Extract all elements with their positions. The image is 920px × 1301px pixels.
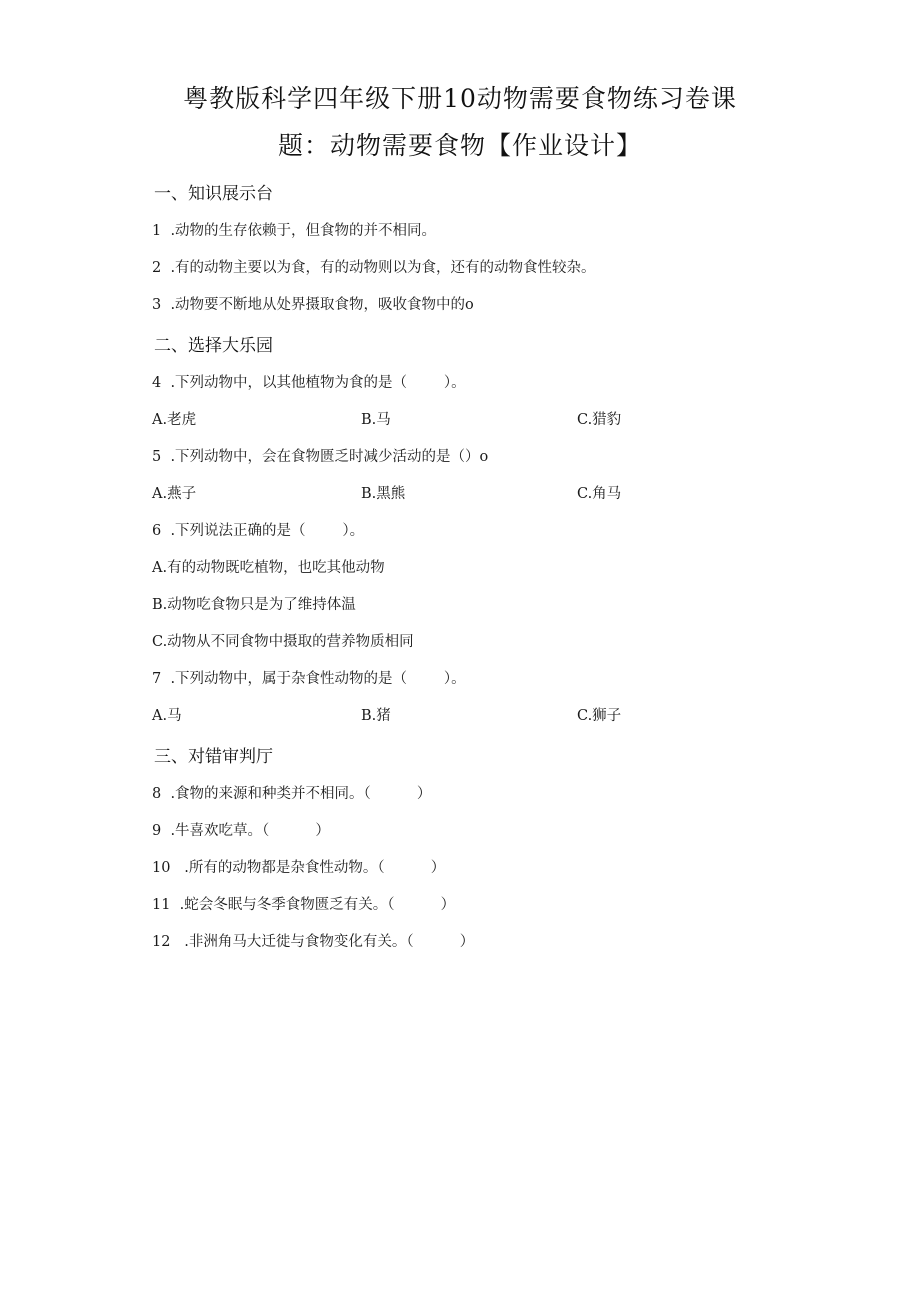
option-7b: B.猪: [361, 708, 391, 724]
section-heading-judgement: 三、对错审判厅: [154, 747, 273, 767]
option-7a: A.马: [152, 708, 182, 724]
choice-question-7: 7 .下列动物中，属于杂食性动物的是（ ）。: [152, 671, 466, 687]
option-4c: C.猎豹: [577, 412, 622, 428]
option-7c: C.狮子: [577, 708, 622, 724]
option-6a: A.有的动物既吃植物，也吃其他动物: [152, 560, 385, 576]
judge-question-8: 8 .食物的来源和种类并不相同。（ ）: [152, 786, 432, 802]
judge-question-10: 10 .所有的动物都是杂食性动物。（ ）: [152, 860, 446, 876]
choice-question-4: 4 .下列动物中，以其他植物为食的是（ ）。: [152, 375, 466, 391]
choice-question-6: 6 .下列说法正确的是（ ）。: [152, 523, 365, 539]
option-6c: C.动物从不同食物中摄取的营养物质相同: [152, 634, 414, 650]
page-title-line-2: 题：动物需要食物【作业设计】: [277, 131, 642, 160]
option-4a: A.老虎: [152, 412, 197, 428]
section-heading-choice: 二、选择大乐园: [154, 336, 273, 356]
fill-question-3: 3 .动物要不断地从处界摄取食物，吸收食物中的o: [152, 297, 474, 313]
option-6b: B.动物吃食物只是为了维持体温: [152, 597, 356, 613]
fill-question-1: 1 .动物的生存依赖于，但食物的并不相同。: [152, 223, 437, 239]
fill-question-2: 2 .有的动物主要以为食，有的动物则以为食，还有的动物食性较杂。: [152, 260, 596, 276]
option-5c: C.角马: [577, 486, 622, 502]
judge-question-9: 9 .牛喜欢吃草。（ ）: [152, 823, 330, 839]
option-4b: B.马: [361, 412, 391, 428]
option-5b: B.黑熊: [361, 486, 406, 502]
section-heading-knowledge: 一、知识展示台: [154, 184, 273, 204]
judge-question-12: 12 .非洲角马大迁徙与食物变化有关。（ ）: [152, 934, 475, 950]
choice-question-5: 5 .下列动物中，会在食物匮乏时减少活动的是（）o: [152, 449, 489, 465]
page-title-line-1: 粤教版科学四年级下册10动物需要食物练习卷课: [183, 84, 737, 113]
option-5a: A.燕子: [152, 486, 197, 502]
judge-question-11: 11 .蛇会冬眠与冬季食物匮乏有关。（ ）: [152, 897, 456, 913]
